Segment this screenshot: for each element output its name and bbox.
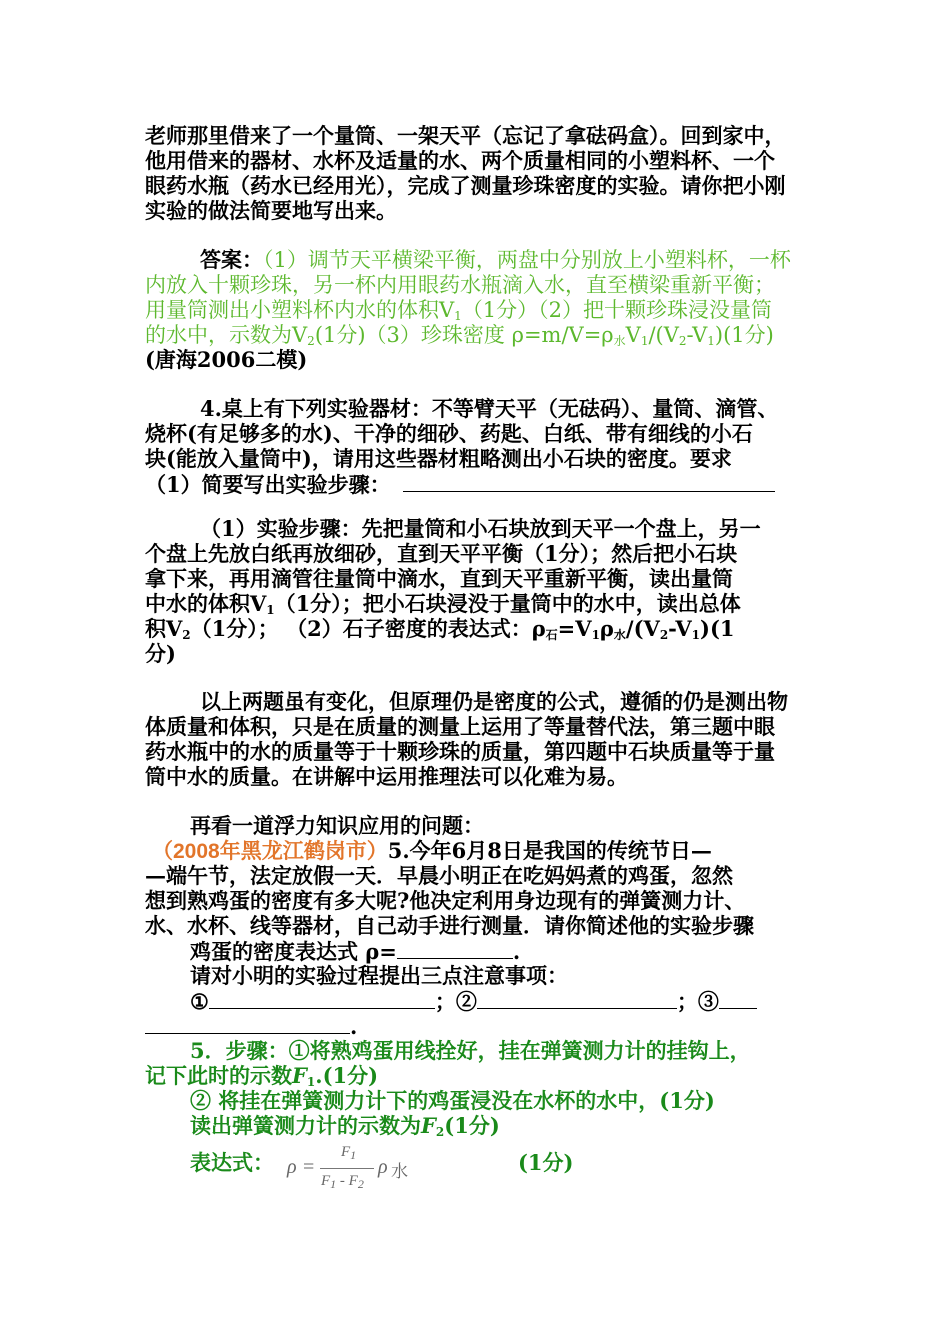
answer-3-line-1: 答案：（1）调节天平横梁平衡，两盘中分别放上小塑料杯，一杯 <box>200 247 791 272</box>
question-4-line-1: 4.桌上有下列实验器材：不等臂天平（无砝码）、量筒、滴管、 <box>200 396 779 421</box>
question-5-line-6: 请对小明的实验过程提出三点注意事项： <box>190 963 568 988</box>
formula-numerator: $F_1$ <box>341 1144 357 1162</box>
question-5-line-7: ① ；② ；③ <box>190 988 757 1015</box>
answer-4-line-4: 中水的体积$V_1(1$分）；把小石块浸没于量筒中的水中，读出总体 <box>145 591 741 617</box>
density-formula <box>287 1142 417 1198</box>
answer-5-line-3: ② 将挂在弹簧测力计下的鸡蛋浸没在水杯的水中，(1分) <box>190 1088 715 1113</box>
intro-line: 再看一道浮力知识应用的问题： <box>190 813 484 838</box>
expression-label: 表达式： <box>190 1150 274 1175</box>
note-3-blank[interactable] <box>719 988 757 1009</box>
note-3-blank-continued[interactable] <box>145 1013 350 1034</box>
text-line: 他用借来的器材、水杯及适量的水、两个质量相同的小塑料杯、一个 <box>145 148 775 173</box>
question-5-line-2: —端午节，法定放假一天．早晨小明正在吃妈妈煮的鸡蛋，忽然 <box>145 863 733 888</box>
question-4-line-3: 块(能放入量筒中)，请用这些器材粗略测出小石块的密度。要求 <box>145 446 732 471</box>
formula-rho: ρ <box>287 1156 297 1178</box>
expression-score: (1分) <box>518 1150 574 1175</box>
note-2-blank[interactable] <box>477 988 677 1009</box>
question-5-line-1: （2008年黑龙江鹤岗市）5.今年6月8日是我国的传统节日— <box>152 838 712 863</box>
answer-5-line-4: 读出弹簧测力计的示数为$F_2(1$分) <box>190 1113 500 1139</box>
question-5-line-4: 水、水杯、线等器材，自己动手进行测量．请你简述他的实验步骤 <box>145 913 754 938</box>
text-line: 眼药水瓶（药水已经用光），完成了测量珍珠密度的实验。请你把小刚 <box>145 173 786 198</box>
formula-water-label: 水 <box>391 1162 408 1182</box>
fraction-bar <box>320 1168 374 1169</box>
density-blank[interactable] <box>397 938 513 959</box>
formula-equals: = <box>303 1156 315 1178</box>
answer-5-line-1: 5．步骤：①将熟鸡蛋用线拴好，挂在弹簧测力计的挂钩上， <box>190 1038 751 1063</box>
answer-4-line-2: 个盘上先放白纸再放细砂，直到天平平衡（1分）；然后把小石块 <box>145 541 738 566</box>
summary-line-4: 筒中水的质量。在讲解中运用推理法可以化难为易。 <box>145 764 628 789</box>
question-5-line-3: 想到熟鸡蛋的密度有多大呢?他决定利用身边现有的弹簧测力计、 <box>145 888 746 913</box>
answer-5-line-2: 记下此时的示数$F_1.(1$分) <box>145 1063 379 1089</box>
summary-line-1: 以上两题虽有变化，但原理仍是密度的公式，遵循的仍是测出物 <box>200 689 788 714</box>
formula-denominator: $F_1 - F_2$ <box>321 1173 364 1191</box>
answer-4-line-1: （1）实验步骤：先把量筒和小石块放到天平一个盘上，另一 <box>200 516 761 541</box>
note-1-blank[interactable] <box>209 988 435 1009</box>
answer-3-line-4: 的水中，示数为$V_2(1$分)（3）珍珠密度 $\rho=m/V=\rho_水V_1/(V_2-V_1)(1$分) <box>145 323 774 348</box>
question-4-line-4: （1）简要写出实验步骤： <box>145 471 775 498</box>
answer-3-line-3: 用量筒测出小塑料杯内水的体积$V_1(1$分）（2）把十颗珍珠浸没量筒 <box>145 298 773 323</box>
question-5-line-8: . <box>145 1013 357 1040</box>
answer-4-line-6: 分) <box>145 641 176 666</box>
summary-line-2: 体质量和体积，只是在质量的测量上运用了等量替代法，第三题中眼 <box>145 714 775 739</box>
answer-4-line-5: 积$V_2(1$分）； （2）石子密度的表达式：$\rho_石=V_1\rho_水/(V_2-V_1)(1$ <box>145 616 735 642</box>
answer-3-line-2: 内放入十颗珍珠，另一杯内用眼药水瓶滴入水，直至横梁重新平衡； <box>145 273 775 297</box>
text-line: 老师那里借来了一个量筒、一架天平（忘记了拿砝码盒）。回到家中， <box>145 123 786 148</box>
formula-rho-water: ρ <box>378 1156 388 1178</box>
summary-line-3: 药水瓶中的水的质量等于十颗珍珠的质量，第四题中石块质量等于量 <box>145 739 775 764</box>
question-source: （2008年黑龙江鹤岗市） <box>152 840 388 863</box>
question-4-line-2: 烧杯(有足够多的水)、干净的细砂、药匙、白纸、带有细线的小石 <box>145 421 753 446</box>
answer-blank[interactable] <box>403 471 775 492</box>
source-note: (唐海2006二模) <box>145 347 308 372</box>
answer-4-line-3: 拿下来，再用滴管往量筒中滴水，直到天平重新平衡，读出量筒 <box>145 566 733 591</box>
text-line: 实验的做法简要地写出来。 <box>145 198 397 223</box>
question-5-line-5: 鸡蛋的密度表达式 ρ= . <box>190 939 521 964</box>
